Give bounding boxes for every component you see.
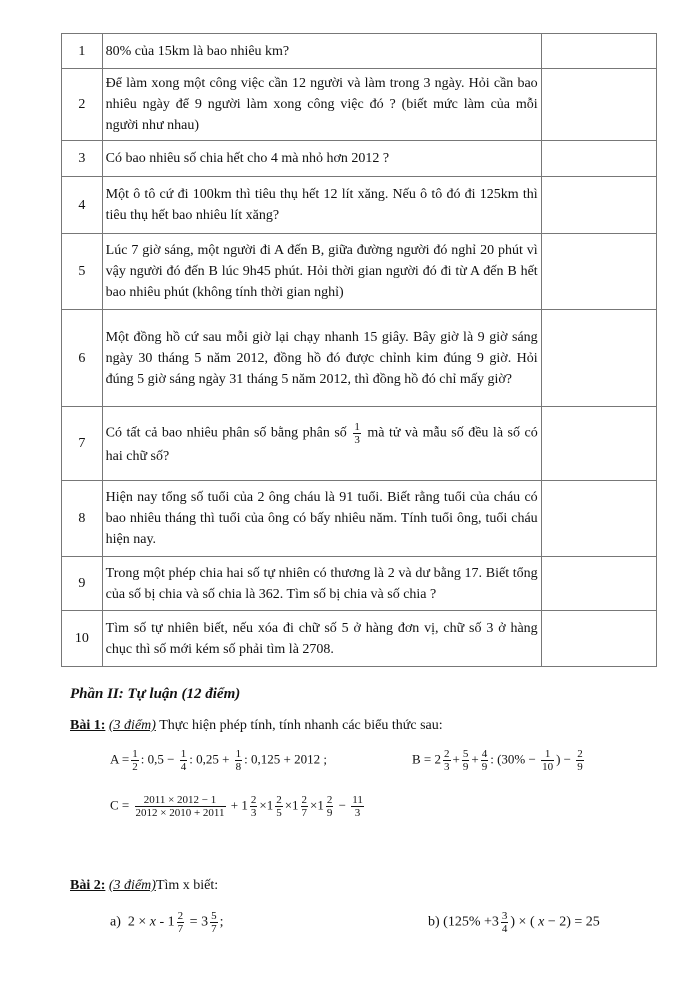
question-number: 4: [62, 177, 103, 234]
question-text-part: Có tất cả bao nhiêu phân số bằng phân số: [105, 425, 347, 441]
question-number: 9: [62, 557, 103, 611]
question-text: Lúc 7 giờ sáng, một người đi A đến B, giữa đường người đó nghỉ 20 phút vì vậy người đó đến B lúc 9h45 phút. Hỏi thời gian người đó đi từ A đến B hết bao nhiêu phút (không tính thời gian nghỉ): [102, 234, 541, 310]
table-row: [62, 141, 657, 177]
question-table: [61, 33, 657, 667]
question-text: 80% của 15km là bao nhiêu km?: [102, 34, 541, 69]
question-number: 6: [62, 310, 103, 407]
question-text: Trong một phép chia hai số tự nhiên có thương là 2 và dư bằng 17. Biết tổng của số bị chia và số chia là 362. Tìm số bị chia và số chia ?: [102, 557, 541, 611]
expression-c: C = $\frac{2011 \times 2012 - 1}{2012 \times 2010 + 2011}$ + 1 $\frac{2}{3}$ ×1 $\frac{2}{5}$ ×1 $\frac{2}{7}$ ×1 $\frac{2}{9}$ − $\frac{11}{3}$: [110, 794, 363, 819]
question-text-part: mà tử và mẫu số đều là số có hai chữ số?: [105, 425, 538, 464]
question-text: Một ô tô cứ đi 100km thì tiêu thụ hết 12 lít xăng. Nếu ô tô đó đi 125km thì tiêu thụ hết bao nhiêu lít xăng?: [102, 177, 541, 234]
fraction-numerator: 1: [354, 420, 360, 433]
question-number: 2: [62, 69, 103, 141]
table-row: [62, 407, 657, 481]
question-number: 1: [62, 34, 103, 69]
question-number: 10: [62, 611, 103, 667]
table-row: [62, 69, 657, 141]
question-text: Có bao nhiêu số chia hết cho 4 mà nhỏ hơn 2012 ?: [102, 141, 541, 177]
table-row: [62, 234, 657, 310]
expression-b: B = 2 $\frac{2}{3}$ + $\frac{5}{9}$ + $\frac{4}{9}$ : (30% − $\frac{1}{10}$ ) − $\frac{2}{9}$: [412, 748, 583, 773]
table-row: [62, 310, 657, 407]
exercise-points: (3 điểm): [108, 718, 156, 733]
section-title: Phần II: Tự luận (12 điểm): [70, 686, 241, 702]
question-text: Để làm xong một công việc cần 12 người và làm trong 3 ngày. Hỏi cần bao nhiêu ngày để 9 người làm xong công việc đó ? (biết mức làm của mỗi người như nhau): [102, 69, 541, 141]
question-text: Tìm số tự nhiên biết, nếu xóa đi chữ số 5 ở hàng đơn vị, chữ số 3 ở hàng chục thì số mới kém số phải tìm là 2708.: [102, 611, 541, 667]
exercise-points: (3 điểm): [108, 878, 156, 893]
exercise-label: Bài 2:: [70, 878, 106, 893]
question-number: 8: [62, 481, 103, 557]
exercise-1-heading: [70, 718, 443, 734]
table-row: [62, 177, 657, 234]
exercise-instruction: Thực hiện phép tính, tính nhanh các biểu thức sau:: [159, 718, 443, 733]
question-number: 3: [62, 141, 103, 177]
question-text: Một đồng hồ cứ sau mỗi giờ lại chạy nhanh 15 giây. Bây giờ là 9 giờ sáng ngày 30 tháng 5 năm 2012, đồng hồ đó được chỉnh kim đúng 9 giờ. Hỏi đúng 5 giờ sáng ngày 31 tháng 5 năm 2012, thì đồng hồ đó chỉ mấy giờ?: [102, 310, 541, 407]
question-text: [102, 407, 541, 481]
question-text: Hiện nay tổng số tuổi của 2 ông cháu là 91 tuổi. Biết rằng tuổi của cháu có bao nhiêu tháng thì tuổi của ông có bấy nhiêu năm. Tính tuổi ông, tuổi cháu hiện nay.: [102, 481, 541, 557]
table-row: [62, 611, 657, 667]
exercise-2-heading: [70, 878, 218, 894]
table-row: [62, 557, 657, 611]
fraction-denominator: 3: [354, 433, 360, 446]
exercise-instruction: Tìm x biết:: [155, 878, 219, 893]
answer-cell: [541, 34, 656, 69]
answer-cell: [541, 177, 656, 234]
equation-a: a) 2 × x - 1 $\frac{2}{7}$ = 3 $\frac{5}{7}$ ;: [110, 910, 224, 935]
equation-b: b) (125% +3 $\frac{3}{4}$ ) × ( x − 2) = 25: [428, 910, 600, 935]
answer-cell: [541, 141, 656, 177]
answer-cell: [541, 611, 656, 667]
answer-cell: [541, 310, 656, 407]
answer-cell: [541, 481, 656, 557]
answer-cell: [541, 407, 656, 481]
question-number: 5: [62, 234, 103, 310]
table-row: [62, 34, 657, 69]
expression-a: A = $\frac{1}{2}$ : 0,5 − $\frac{1}{4}$ : 0,25 + $\frac{1}{8}$ : 0,125 + 2012 ;: [110, 748, 327, 773]
answer-cell: [541, 557, 656, 611]
exercise-label: Bài 1:: [70, 718, 106, 733]
question-number: 7: [62, 407, 103, 481]
table-row: [62, 481, 657, 557]
answer-cell: [541, 69, 656, 141]
fraction: [353, 421, 361, 446]
answer-cell: [541, 234, 656, 310]
